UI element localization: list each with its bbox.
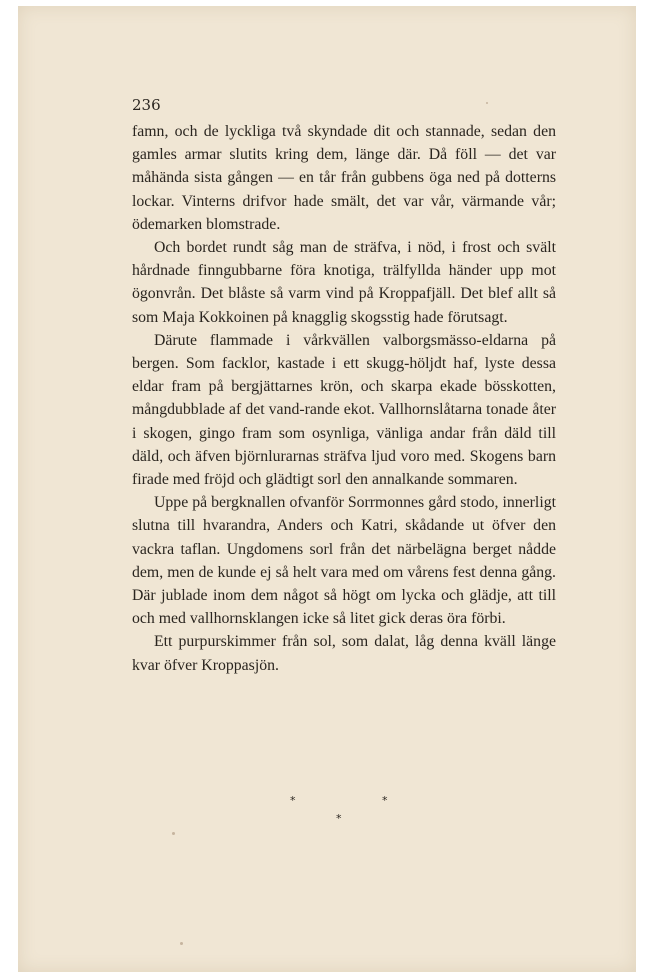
paragraph-4: Uppe på bergknallen ofvanför Sorrmonnes gård stodo, innerligt slutna till hvarandra, Anders och Katri, skådande ut öfver den vackra taflan. Ungdomens sorl från det närbelägna berget nådde dem, men de kunde ej så helt vara med om vårens fest denna gång. Där jublade inom dem något så högt om lycka och glädje, att till och med vallhornsklangen icke så litet gick deras öra förbi. <box>132 494 556 628</box>
section-break-asterisk: * <box>290 794 296 807</box>
page-number: 236 <box>132 96 161 114</box>
body-text <box>132 120 556 677</box>
section-break-asterisk: * <box>336 812 342 825</box>
paper-fleck <box>486 102 488 104</box>
section-break-asterisk: * <box>382 794 388 807</box>
paragraph-2: Och bordet rundt såg man de sträfva, i nöd, i frost och svält hårdnade finngubbarne föra knotiga, trälfyllda händer upp mot ögonvrån. Det blåste så varm vind på Kroppafjäll. Det blef allt så som Maja Kokkoinen på knagglig skogsstig hade förutsagt. <box>132 239 556 326</box>
paper-fleck <box>180 942 183 945</box>
paragraph-3: Därute flammade i vårkvällen valborgsmässo-eldarna på bergen. Som facklor, kastade i ett skugg-höljdt haf, lyste dessa eldar fram på bergjättarnes krön, och skarpa ekade bösskotten, mångdubblade af det vand-rande ekot. Vallhornslåtarna tonade åter i skogen, gingo fram som osynliga, vänliga andar från däld till däld, och äfven björnlurarnas sträfva ljud voro med. Skogens barn firade med fröjd och glädtigt sorl den annalkande sommaren. <box>132 331 556 489</box>
paragraph-1: famn, och de lyckliga två skyndade dit och stannade, sedan den gamles armar slutits kring dem, länge där. Då föll — det var måhända sista gången — en tår från gubbens öga ned på dotterns lockar. Vinterns drifvor hade smält, det var vår, värmande vår; ödemarken blomstrade. <box>132 123 556 233</box>
paragraph-5: Ett purpurskimmer från sol, som dalat, låg denna kväll länge kvar öfver Kroppasjön. <box>132 633 556 674</box>
paper-fleck <box>172 832 175 835</box>
